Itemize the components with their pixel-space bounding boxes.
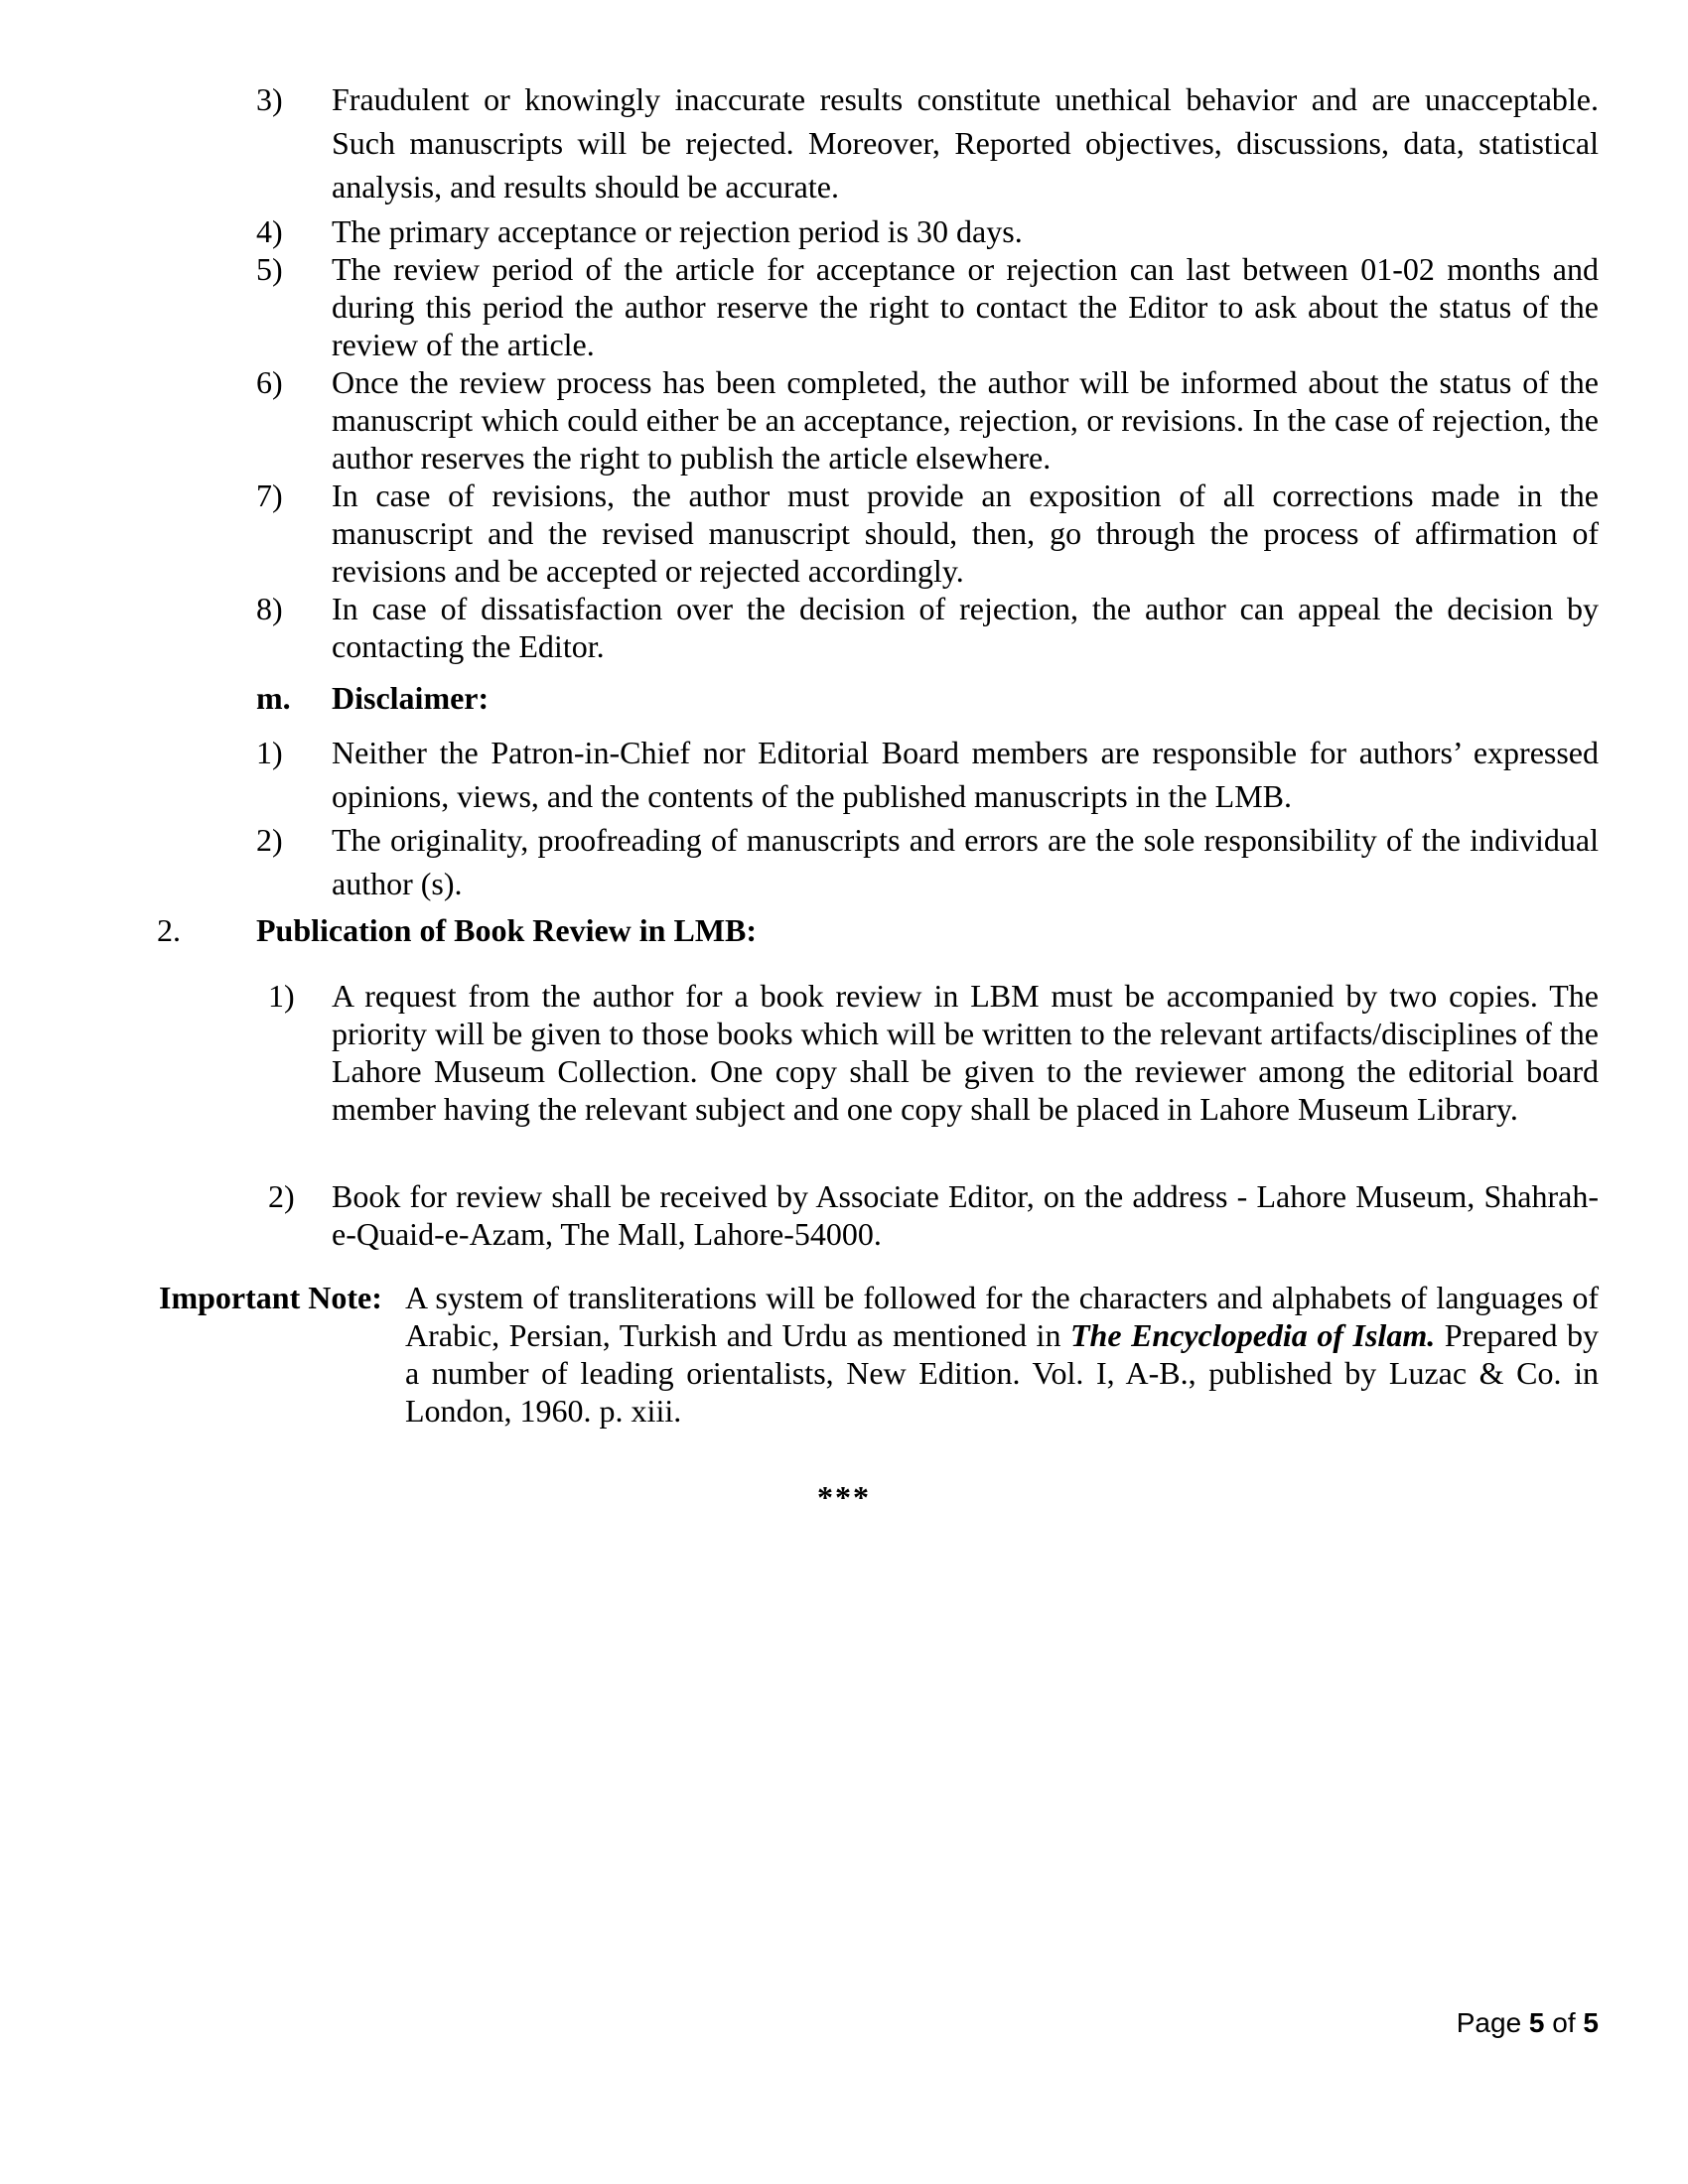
list-item <box>256 250 1599 363</box>
list-item <box>256 477 1599 590</box>
note-text-after: Prepared by a number of leading orientalists, New Edition. Vol. I, A-B., published by Luzac & Co. in London, 1960. p. xiii. <box>405 1317 1600 1429</box>
list-item-text: Once the review process has been completed, the author will be informed about the status of the manuscript which could either be an acceptance, rejection, or revisions. In the case of rejection, the author reserves the right to publish the article elsewhere. <box>332 364 1599 476</box>
list-item-text: Book for review shall be received by Associate Editor, on the address - Lahore Museum, Shahrah-e-Quaid-e-Azam, The Mall, Lahore-54000. <box>332 1178 1599 1252</box>
page-middle: of <box>1544 2007 1584 2038</box>
list-item-number: 4) <box>256 213 283 249</box>
list-item-number: 6) <box>256 364 283 400</box>
list-item-number: 2) <box>268 1178 295 1214</box>
section-number: 2. <box>157 912 181 948</box>
list-item-text: The primary acceptance or rejection period is 30 days. <box>332 213 1023 249</box>
list-item-text: The originality, proofreading of manuscripts and errors are the sole responsibility of the individual author (s). <box>332 822 1599 901</box>
list-item-number: 3) <box>256 81 283 117</box>
list-item-text: In case of dissatisfaction over the decision of rejection, the author can appeal the decision by contacting the Editor. <box>332 591 1599 664</box>
page-prefix: Page <box>1456 2007 1529 2038</box>
list-item <box>256 77 1599 208</box>
list-item-text: Fraudulent or knowingly inaccurate results constitute unethical behavior and are unacceptable. Such manuscripts will be rejected. Moreover, Reported objectives, discussions, data, statistical analysis, and results should be accurate. <box>332 81 1599 205</box>
disclaimer-title: Disclaimer: <box>332 680 490 716</box>
list-item-text: The review period of the article for acceptance or rejection can last between 01-02 months and during this period the author reserve the right to contact the Editor to ask about the status of the review of the article. <box>332 251 1599 362</box>
list-item-number: 8) <box>256 591 283 626</box>
encyclopedia-title: The Encyclopedia of Islam. <box>1069 1317 1436 1353</box>
list-item <box>256 731 1599 818</box>
disclaimer-heading <box>256 679 1599 717</box>
page-total: 5 <box>1583 2007 1599 2038</box>
disclaimer-marker: m. <box>256 680 291 716</box>
list-item-number: 1) <box>268 978 295 1014</box>
list-item <box>256 363 1599 477</box>
list-item <box>256 212 1599 250</box>
list-item <box>256 1177 1599 1253</box>
note-text-before: A system of transliterations will be followed for the characters and alphabets of languages of Arabic, Persian, Turkish and Urdu as mentioned in <box>405 1280 1599 1353</box>
page-current: 5 <box>1528 2007 1545 2038</box>
end-separator: *** <box>817 1479 871 1515</box>
important-note-label: Important Note: <box>159 1280 382 1315</box>
list-item-text: In case of revisions, the author must provide an exposition of all corrections made in the manuscript and the revised manuscript should, then, go through the process of affirmation of revisions and be accepted or rejected accordingly. <box>332 478 1599 589</box>
list-item-number: 7) <box>256 478 283 513</box>
list-item <box>256 590 1599 665</box>
list-item-number: 5) <box>256 251 283 287</box>
list-item-text: A request from the author for a book review in LBM must be accompanied by two copies. The priority will be given to those books which will be written to the relevant artifacts/disciplines of the Lahore Museum Collection. One copy shall be given to the reviewer among the editorial board member having the relevant subject and one copy shall be placed in Lahore Museum Library. <box>332 978 1599 1127</box>
page-number <box>1457 2007 1599 2039</box>
list-item <box>256 977 1599 1128</box>
important-note <box>159 1279 1599 1430</box>
list-item-number: 2) <box>256 822 283 858</box>
list-item-number: 1) <box>256 735 283 770</box>
section-title: Publication of Book Review in LMB: <box>256 912 758 948</box>
list-item <box>256 818 1599 905</box>
important-note-text <box>405 1279 1599 1430</box>
list-item-text: Neither the Patron-in-Chief nor Editorial Board members are responsible for authors’ expressed opinions, views, and the contents of the published manuscripts in the LMB. <box>332 735 1599 814</box>
